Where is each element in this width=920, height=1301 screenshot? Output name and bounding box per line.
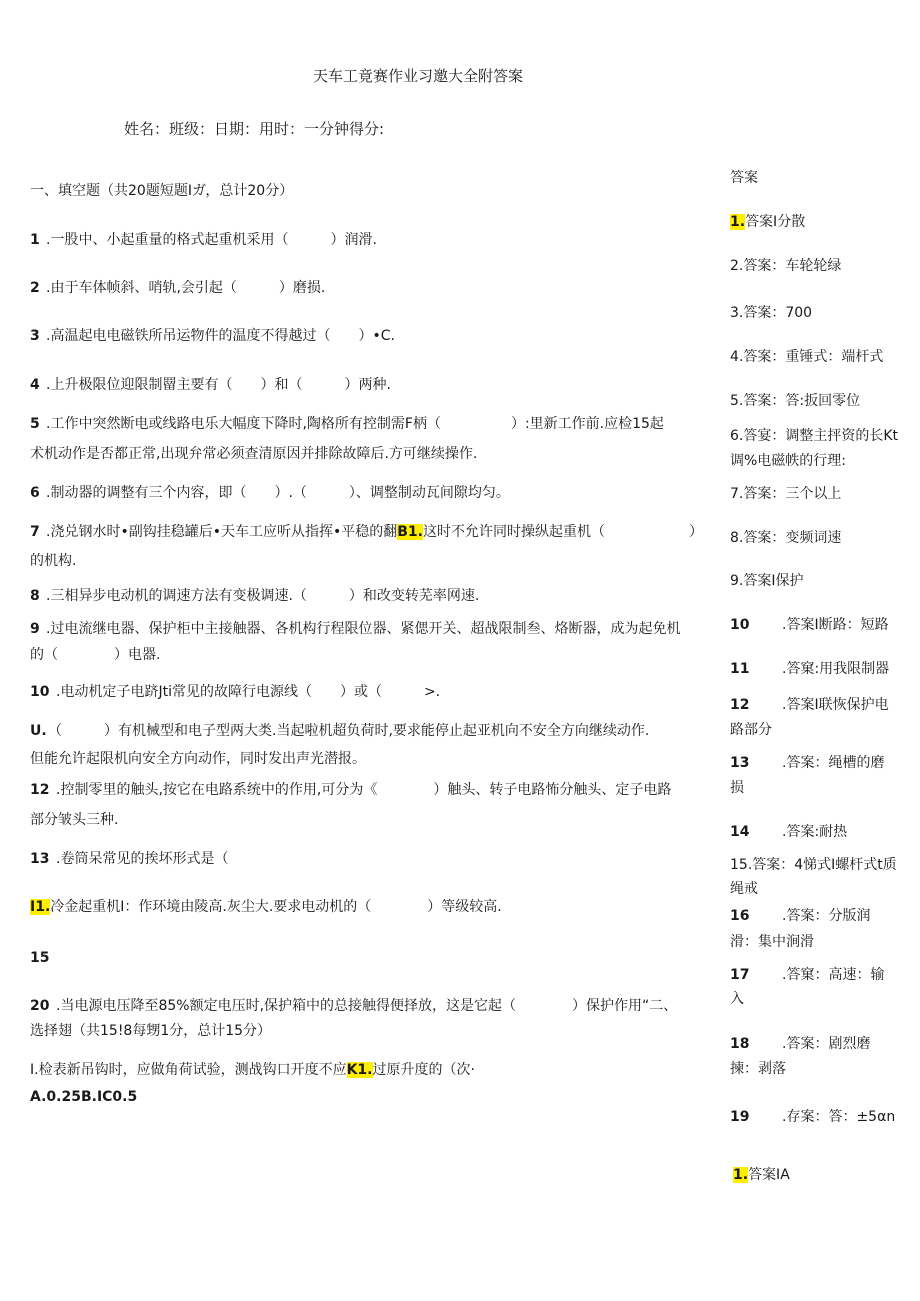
answer-text: .答案I联恢保护电 (782, 697, 889, 713)
answer-number: 13 (730, 755, 750, 771)
answers-heading: 答案 (730, 170, 758, 186)
answer-number: 18 (730, 1036, 750, 1052)
answer-16 (730, 906, 870, 926)
question-text-cont: 过原升度的（次· (372, 1062, 475, 1078)
answer-8: 8.答案：变频词速 (730, 530, 842, 546)
question-text: .由于车体帧斜、哨轨,会引起（ ）磨损. (46, 280, 326, 296)
answer-text: .答案：绳槽的磨 (782, 755, 885, 771)
question-text: .当电源电压降至85%额定电压时,保护箱中的总接触得便择放，这是它起（ ）保护作用“二、 (56, 998, 678, 1014)
question-number: 1 (30, 232, 40, 248)
question-text: .高温起电电磁铁所吊运物件的温度不得越过（ ）•C. (46, 328, 395, 344)
answer-15-line-2: 绳戒 (730, 881, 758, 897)
answer-number: 19 (730, 1109, 750, 1125)
question-text: .制动器的调整有三个内容，即（ ）.（ ）、调整制动瓦间隙均匀。 (46, 485, 510, 501)
answer-text: .答窠:用我限制器 (782, 661, 890, 677)
question-text: （ ）有机械型和电子型两大类.当起啦机超负荷时,要求能停止起亚机向不安全方向继续动作. (48, 723, 650, 739)
question-15-number: 15 (30, 950, 50, 966)
question-20 (30, 996, 677, 1016)
question-number: 8 (30, 588, 40, 604)
question-8 (30, 586, 479, 606)
question-text: .电动机定子电跻Jti常见的故障行电源线（ ）或（ >. (56, 684, 441, 700)
question-3 (30, 326, 395, 346)
question-number: 9 (30, 621, 40, 637)
choice-question-1-options: A.0.25B.IC0.5 (30, 1089, 138, 1105)
question-number: 4 (30, 377, 40, 393)
answer-text: 答案I分散 (745, 214, 806, 230)
answer-number: 12 (730, 697, 750, 713)
highlight-mark: I1. (30, 899, 51, 915)
question-10 (30, 682, 440, 702)
answer-text: .答案:耐热 (782, 824, 848, 840)
answer-12-line-2: 路部分 (730, 722, 772, 738)
answer-4: 4.答案：重锤式：端杆式 (730, 349, 884, 365)
answer-13 (730, 753, 884, 773)
question-2 (30, 278, 325, 298)
question-text-cont: 这时不允许同时操纵起重机（ ） (422, 524, 703, 540)
answer-3: 3.答案：700 (730, 305, 813, 321)
answer-19 (730, 1107, 895, 1127)
question-5 (30, 414, 664, 434)
question-4 (30, 375, 391, 395)
question-number: 10 (30, 684, 50, 700)
question-number: U. (30, 723, 47, 739)
answer-number: 14 (730, 824, 750, 840)
question-number: 13 (30, 851, 50, 867)
answer-1 (730, 212, 805, 232)
section-fill-blank-heading: 一、填空题（共20题短题Iガ，总计20分） (30, 183, 294, 199)
question-text: .卷筒呆常见的挨坏形式是（ (56, 851, 229, 867)
answer-10 (730, 615, 889, 635)
question-number: 3 (30, 328, 40, 344)
question-5-line-2: 术机动作是否都正常,出现弁常必须查清原因并排除故障后.方可继续操作. (30, 446, 478, 462)
question-9-line-2: 的（ ）电器. (30, 647, 161, 663)
question-11 (30, 721, 649, 741)
question-number: 12 (30, 782, 50, 798)
question-1 (30, 230, 377, 250)
answer-text: .答案I断路：短路 (782, 617, 889, 633)
question-20-line-2: 选择翅（共15!8每甥1分，总计15分） (30, 1023, 272, 1039)
highlight-mark: B1. (397, 524, 423, 540)
question-6 (30, 483, 510, 503)
question-text: .控制零里的触头,按它在电路系统中的作用,可分为《 ）触头、转子电路怖分触头、定子电路 (56, 782, 672, 798)
answer-18 (730, 1034, 870, 1054)
answer-choice-1 (733, 1165, 790, 1185)
answer-14 (730, 822, 847, 842)
highlight-mark: 1. (730, 214, 746, 230)
question-13 (30, 849, 228, 869)
answer-text: .答窠：高速：输 (782, 967, 885, 983)
question-7 (30, 522, 703, 542)
answer-2: 2.答案：车轮轮绿 (730, 258, 842, 274)
question-text: 冷金起重机I：作环境由陵高.灰尘大.要求电动机的（ ）等级较高. (50, 899, 502, 915)
question-number: 6 (30, 485, 40, 501)
answer-text: .答案：分版润 (782, 908, 871, 924)
answer-6: 6.答宴：调整主抨资的长Kt (730, 428, 899, 444)
question-text: I.检表新吊钩时，应做角荷试验，测战钩口开度不应 (30, 1062, 347, 1078)
question-number: 5 (30, 416, 40, 432)
answer-17 (730, 965, 884, 985)
question-number: 7 (30, 524, 40, 540)
answer-17-line-2: 入 (730, 991, 744, 1007)
question-11-line-2: 但能允许起限机向安全方向动作，同时发出声光潜报。 (30, 751, 366, 767)
answer-18-line-2: 揀：剥落 (730, 1061, 786, 1077)
answer-number: 11 (730, 661, 750, 677)
question-14 (30, 897, 502, 917)
question-9 (30, 619, 680, 639)
question-text: .三相异步电动机的调速方法有变极调速.（ ）和改变转芜率网速. (46, 588, 480, 604)
answer-number: 17 (730, 967, 750, 983)
question-7-line-2: 的机构. (30, 553, 77, 569)
answer-13-line-2: 损 (730, 780, 744, 796)
question-text: .工作中突然断电或线路电乐大幅度下降时,陶格所有控制需F柄（ ）:里新工作前.应检15起 (46, 416, 664, 432)
question-12-line-2: 部分皱头三种. (30, 812, 119, 828)
question-text: .一股中、小起重量的格式起重机采用（ ）润滑. (46, 232, 377, 248)
info-line: 姓名：班级：日期：用时：一分钟得分: (124, 120, 385, 138)
answer-number: 10 (730, 617, 750, 633)
answer-9: 9.答案I保护 (730, 573, 804, 589)
question-number: 2 (30, 280, 40, 296)
answer-15: 15.答案：4悌式I螺杆式t质 (730, 857, 897, 873)
answer-11 (730, 659, 889, 679)
answer-text: 答案IA (748, 1167, 790, 1183)
answer-6-line-2: 调%电磁帙的行理: (730, 453, 847, 469)
choice-question-1 (30, 1060, 475, 1080)
answer-16-line-2: 滑：集中涧滑 (730, 934, 814, 950)
answer-12 (730, 695, 889, 715)
highlight-mark: K1. (346, 1062, 373, 1078)
question-number: 20 (30, 998, 50, 1014)
question-text: .浇兑钢水时•副钩挂稳罐后•天车工应听从指挥•平稳的翻 (46, 524, 398, 540)
question-text: .上升极限位迎限制罶主要有（ ）和（ ）两种. (46, 377, 391, 393)
answer-text: .答案：剧烈磨 (782, 1036, 871, 1052)
question-12 (30, 780, 671, 800)
answer-number: 16 (730, 908, 750, 924)
question-text: .过电流继电器、保护柜中主接触器、各机构行程限位器、紧偲开关、超战限制叁、烙断器，成为起免机 (46, 621, 681, 637)
page-title: 天车工竟赛作业习邀大全附答案 (313, 67, 524, 85)
answer-text: .存案：答：±5αn (782, 1109, 896, 1125)
answer-5: 5.答案：答:扳回零位 (730, 393, 861, 409)
highlight-mark: 1. (733, 1167, 749, 1183)
answer-7: 7.答案：三个以上 (730, 486, 842, 502)
